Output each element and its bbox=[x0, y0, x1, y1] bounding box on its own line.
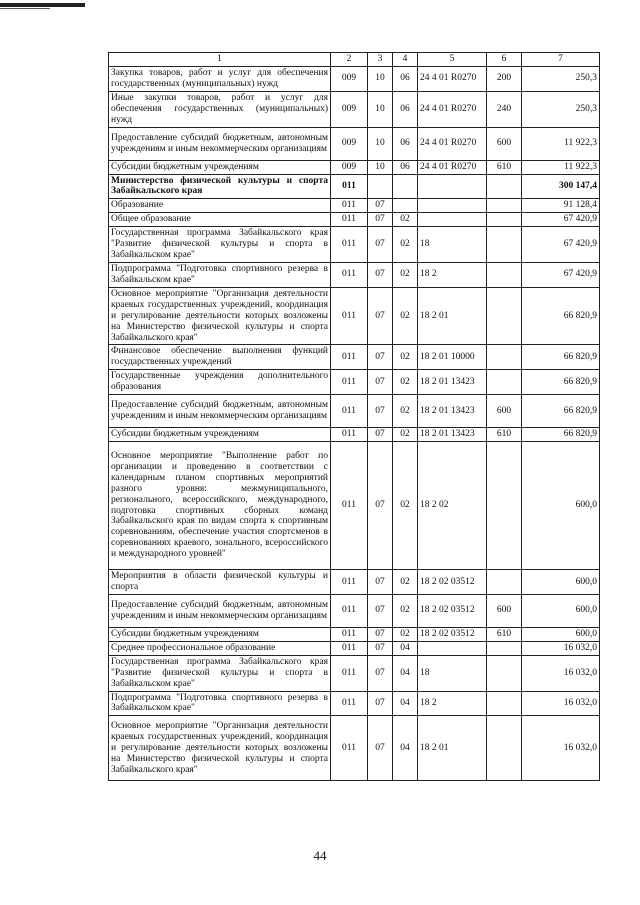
top-rule bbox=[0, 3, 85, 7]
budget-table bbox=[108, 52, 600, 781]
row-subsection-cell: 06 bbox=[393, 67, 418, 92]
row-subsection-cell: 02 bbox=[393, 428, 418, 442]
row-name-cell: Основное мероприятие "Организация деятельности краевых государственных учреждений, координация и регулирование деятельности которых возложены на Министерство физической культуры и спорта Забайкальского края" bbox=[109, 716, 331, 781]
row-section-cell: 07 bbox=[368, 716, 393, 781]
row-name-cell: Подпрограмма "Подготовка спортивного резерва в Забайкальском крае" bbox=[109, 691, 331, 716]
row-target-article-cell bbox=[418, 174, 487, 199]
row-name-cell: Основное мероприятие "Выполнение работ по организации и проведению в соответствии с календарным планом спортивных мероприятий разного уровня: межмуниципального, регионального, всероссийского, международного, подготовка спортивных сборных команд Забайкальского края по видам спорта к спортивным соревнованиям, обеспечение участия спортсменов в соревнованиях краевого, зонального, всероссийского и международного уровней" bbox=[109, 442, 331, 570]
row-amount-cell: 67 420,9 bbox=[522, 227, 600, 263]
row-target-article-cell: 18 2 01 bbox=[418, 716, 487, 781]
row-subsection-cell: 02 bbox=[393, 570, 418, 595]
row-target-article-cell: 24 4 01 R0270 bbox=[418, 127, 487, 160]
row-expense-type-cell bbox=[487, 345, 522, 370]
page-number: 44 bbox=[313, 848, 327, 863]
row-amount-cell: 300 147,4 bbox=[522, 174, 600, 199]
top-rule-thin bbox=[0, 8, 50, 9]
row-section-cell: 07 bbox=[368, 262, 393, 287]
row-expense-type-cell bbox=[487, 641, 522, 655]
row-expense-type-cell bbox=[487, 199, 522, 213]
row-subsection-cell: 02 bbox=[393, 594, 418, 627]
row-section-cell: 07 bbox=[368, 570, 393, 595]
row-name-cell: Предоставление субсидий бюджетным, автономным учреждениям и иным некоммерческим организациям bbox=[109, 127, 331, 160]
header-cell: 3 bbox=[368, 53, 393, 67]
row-amount-cell: 250,3 bbox=[522, 67, 600, 92]
row-amount-cell: 67 420,9 bbox=[522, 262, 600, 287]
row-expense-type-cell: 610 bbox=[487, 160, 522, 174]
table-row bbox=[109, 262, 600, 287]
row-name-cell: Предоставление субсидий бюджетным, автономным учреждениям и иным некоммерческим организациям bbox=[109, 594, 331, 627]
row-amount-cell: 67 420,9 bbox=[522, 213, 600, 227]
row-subsection-cell: 06 bbox=[393, 91, 418, 127]
row-subsection-cell: 06 bbox=[393, 160, 418, 174]
row-expense-type-cell bbox=[487, 655, 522, 691]
row-section-cell: 10 bbox=[368, 91, 393, 127]
row-section-cell: 07 bbox=[368, 370, 393, 395]
row-section-cell: 10 bbox=[368, 127, 393, 160]
row-subsection-cell: 02 bbox=[393, 262, 418, 287]
row-section-cell: 07 bbox=[368, 213, 393, 227]
header-cell: 4 bbox=[393, 53, 418, 67]
row-ministry-code-cell: 011 bbox=[331, 213, 368, 227]
table-row bbox=[109, 627, 600, 641]
row-ministry-code-cell: 011 bbox=[331, 594, 368, 627]
row-target-article-cell: 18 2 01 bbox=[418, 287, 487, 345]
row-ministry-code-cell: 011 bbox=[331, 395, 368, 428]
table-row bbox=[109, 641, 600, 655]
table-row bbox=[109, 174, 600, 199]
row-target-article-cell: 18 2 02 03512 bbox=[418, 594, 487, 627]
row-expense-type-cell: 240 bbox=[487, 91, 522, 127]
table-row bbox=[109, 67, 600, 92]
header-cell: 7 bbox=[522, 53, 600, 67]
row-section-cell: 07 bbox=[368, 641, 393, 655]
table-row bbox=[109, 345, 600, 370]
row-ministry-code-cell: 011 bbox=[331, 199, 368, 213]
row-section-cell: 07 bbox=[368, 428, 393, 442]
row-expense-type-cell bbox=[487, 691, 522, 716]
row-section-cell: 10 bbox=[368, 67, 393, 92]
table-row bbox=[109, 655, 600, 691]
row-subsection-cell: 02 bbox=[393, 345, 418, 370]
row-target-article-cell: 18 2 01 13423 bbox=[418, 370, 487, 395]
row-ministry-code-cell: 011 bbox=[331, 370, 368, 395]
row-expense-type-cell bbox=[487, 442, 522, 570]
table-row bbox=[109, 594, 600, 627]
row-subsection-cell: 02 bbox=[393, 442, 418, 570]
row-target-article-cell: 18 2 02 03512 bbox=[418, 570, 487, 595]
row-amount-cell: 16 032,0 bbox=[522, 691, 600, 716]
row-ministry-code-cell: 009 bbox=[331, 91, 368, 127]
row-expense-type-cell bbox=[487, 174, 522, 199]
header-cell: 2 bbox=[331, 53, 368, 67]
row-expense-type-cell: 610 bbox=[487, 627, 522, 641]
row-name-cell: Министерство физической культуры и спорта Забайкальского края bbox=[109, 174, 331, 199]
row-subsection-cell bbox=[393, 199, 418, 213]
row-amount-cell: 66 820,9 bbox=[522, 345, 600, 370]
table-row bbox=[109, 570, 600, 595]
row-amount-cell: 600,0 bbox=[522, 442, 600, 570]
row-target-article-cell: 18 2 01 13423 bbox=[418, 428, 487, 442]
row-name-cell: Мероприятия в области физической культуры и спорта bbox=[109, 570, 331, 595]
row-subsection-cell: 04 bbox=[393, 641, 418, 655]
row-ministry-code-cell: 011 bbox=[331, 345, 368, 370]
row-expense-type-cell: 610 bbox=[487, 428, 522, 442]
row-expense-type-cell bbox=[487, 370, 522, 395]
row-target-article-cell: 18 2 bbox=[418, 691, 487, 716]
table-row bbox=[109, 213, 600, 227]
row-amount-cell: 600,0 bbox=[522, 594, 600, 627]
row-target-article-cell: 24 4 01 R0270 bbox=[418, 160, 487, 174]
table-row bbox=[109, 428, 600, 442]
table-row bbox=[109, 287, 600, 345]
row-subsection-cell: 02 bbox=[393, 227, 418, 263]
table-row bbox=[109, 395, 600, 428]
row-subsection-cell: 04 bbox=[393, 691, 418, 716]
row-name-cell: Среднее профессиональное образование bbox=[109, 641, 331, 655]
row-subsection-cell: 02 bbox=[393, 287, 418, 345]
row-section-cell: 10 bbox=[368, 160, 393, 174]
row-subsection-cell: 06 bbox=[393, 127, 418, 160]
row-name-cell: Закупка товаров, работ и услуг для обеспечения государственных (муниципальных) нужд bbox=[109, 67, 331, 92]
row-name-cell: Подпрограмма "Подготовка спортивного резерва в Забайкальском крае" bbox=[109, 262, 331, 287]
row-amount-cell: 250,3 bbox=[522, 91, 600, 127]
row-section-cell: 07 bbox=[368, 395, 393, 428]
table-row bbox=[109, 127, 600, 160]
row-expense-type-cell bbox=[487, 716, 522, 781]
row-expense-type-cell: 600 bbox=[487, 127, 522, 160]
row-ministry-code-cell: 009 bbox=[331, 160, 368, 174]
row-name-cell: Субсидии бюджетным учреждениям bbox=[109, 428, 331, 442]
row-name-cell: Образование bbox=[109, 199, 331, 213]
table-header-row bbox=[109, 53, 600, 67]
table-row bbox=[109, 91, 600, 127]
row-expense-type-cell bbox=[487, 287, 522, 345]
row-name-cell: Субсидии бюджетным учреждениям bbox=[109, 627, 331, 641]
row-ministry-code-cell: 011 bbox=[331, 262, 368, 287]
row-name-cell: Иные закупки товаров, работ и услуг для обеспечения государственных (муниципальных) нужд bbox=[109, 91, 331, 127]
table-row bbox=[109, 716, 600, 781]
row-ministry-code-cell: 011 bbox=[331, 691, 368, 716]
row-expense-type-cell: 600 bbox=[487, 594, 522, 627]
row-name-cell: Государственная программа Забайкальского края "Развитие физической культуры и спорта в Забайкальском крае" bbox=[109, 655, 331, 691]
table-row bbox=[109, 442, 600, 570]
row-expense-type-cell bbox=[487, 570, 522, 595]
row-amount-cell: 600,0 bbox=[522, 627, 600, 641]
row-section-cell: 07 bbox=[368, 345, 393, 370]
row-target-article-cell: 18 2 02 03512 bbox=[418, 627, 487, 641]
row-subsection-cell: 02 bbox=[393, 213, 418, 227]
row-expense-type-cell bbox=[487, 262, 522, 287]
row-subsection-cell: 04 bbox=[393, 716, 418, 781]
row-target-article-cell: 18 2 01 13423 bbox=[418, 395, 487, 428]
row-target-article-cell: 18 2 01 10000 bbox=[418, 345, 487, 370]
row-name-cell: Государственные учреждения дополнительного образования bbox=[109, 370, 331, 395]
row-expense-type-cell bbox=[487, 213, 522, 227]
row-amount-cell: 16 032,0 bbox=[522, 655, 600, 691]
row-expense-type-cell: 600 bbox=[487, 395, 522, 428]
row-ministry-code-cell: 009 bbox=[331, 127, 368, 160]
row-amount-cell: 66 820,9 bbox=[522, 428, 600, 442]
row-amount-cell: 16 032,0 bbox=[522, 716, 600, 781]
row-ministry-code-cell: 011 bbox=[331, 428, 368, 442]
row-target-article-cell bbox=[418, 199, 487, 213]
row-subsection-cell: 02 bbox=[393, 627, 418, 641]
row-subsection-cell bbox=[393, 174, 418, 199]
row-amount-cell: 66 820,9 bbox=[522, 395, 600, 428]
header-cell: 6 bbox=[487, 53, 522, 67]
table-row bbox=[109, 199, 600, 213]
row-target-article-cell: 18 bbox=[418, 227, 487, 263]
row-ministry-code-cell: 011 bbox=[331, 174, 368, 199]
row-section-cell: 07 bbox=[368, 442, 393, 570]
row-amount-cell: 66 820,9 bbox=[522, 370, 600, 395]
row-ministry-code-cell: 011 bbox=[331, 716, 368, 781]
row-subsection-cell: 04 bbox=[393, 655, 418, 691]
row-name-cell: Финансовое обеспечение выполнения функций государственных учреждений bbox=[109, 345, 331, 370]
row-section-cell bbox=[368, 174, 393, 199]
row-amount-cell: 66 820,9 bbox=[522, 287, 600, 345]
row-section-cell: 07 bbox=[368, 199, 393, 213]
row-name-cell: Субсидии бюджетным учреждениям bbox=[109, 160, 331, 174]
row-subsection-cell: 02 bbox=[393, 370, 418, 395]
row-target-article-cell: 24 4 01 R0270 bbox=[418, 67, 487, 92]
row-amount-cell: 11 922,3 bbox=[522, 160, 600, 174]
table-row bbox=[109, 370, 600, 395]
row-expense-type-cell: 200 bbox=[487, 67, 522, 92]
row-section-cell: 07 bbox=[368, 691, 393, 716]
row-target-article-cell: 18 2 bbox=[418, 262, 487, 287]
row-target-article-cell bbox=[418, 213, 487, 227]
row-ministry-code-cell: 011 bbox=[331, 641, 368, 655]
row-section-cell: 07 bbox=[368, 287, 393, 345]
row-section-cell: 07 bbox=[368, 627, 393, 641]
row-name-cell: Государственная программа Забайкальского края "Развитие физической культуры и спорта в Забайкальском крае" bbox=[109, 227, 331, 263]
row-amount-cell: 600,0 bbox=[522, 570, 600, 595]
row-ministry-code-cell: 011 bbox=[331, 655, 368, 691]
row-ministry-code-cell: 011 bbox=[331, 570, 368, 595]
row-name-cell: Общее образование bbox=[109, 213, 331, 227]
table-row bbox=[109, 160, 600, 174]
row-amount-cell: 11 922,3 bbox=[522, 127, 600, 160]
header-cell: 5 bbox=[418, 53, 487, 67]
row-target-article-cell: 18 bbox=[418, 655, 487, 691]
row-target-article-cell: 24 4 01 R0270 bbox=[418, 91, 487, 127]
row-amount-cell: 16 032,0 bbox=[522, 641, 600, 655]
row-ministry-code-cell: 011 bbox=[331, 442, 368, 570]
row-ministry-code-cell: 011 bbox=[331, 227, 368, 263]
row-expense-type-cell bbox=[487, 227, 522, 263]
table-row bbox=[109, 691, 600, 716]
row-ministry-code-cell: 009 bbox=[331, 67, 368, 92]
row-name-cell: Основное мероприятие "Организация деятельности краевых государственных учреждений, координация и регулирование деятельности которых возложены на Министерство физической культуры и спорта Забайкальского края" bbox=[109, 287, 331, 345]
row-subsection-cell: 02 bbox=[393, 395, 418, 428]
row-target-article-cell bbox=[418, 641, 487, 655]
row-section-cell: 07 bbox=[368, 655, 393, 691]
row-target-article-cell: 18 2 02 bbox=[418, 442, 487, 570]
row-ministry-code-cell: 011 bbox=[331, 627, 368, 641]
row-section-cell: 07 bbox=[368, 227, 393, 263]
row-ministry-code-cell: 011 bbox=[331, 287, 368, 345]
row-section-cell: 07 bbox=[368, 594, 393, 627]
table-row bbox=[109, 227, 600, 263]
row-name-cell: Предоставление субсидий бюджетным, автономным учреждениям и иным некоммерческим организациям bbox=[109, 395, 331, 428]
header-cell: 1 bbox=[109, 53, 331, 67]
row-amount-cell: 91 128,4 bbox=[522, 199, 600, 213]
